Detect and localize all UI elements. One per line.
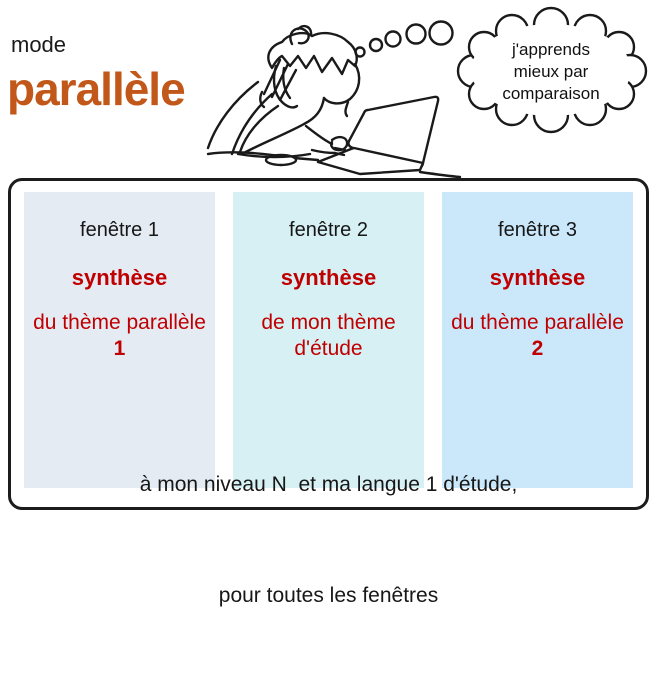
window-1-heading: synthèse [71,265,168,290]
window-3-line1: du thème parallèle [451,311,624,334]
thought-text-line-3: comparaison [502,84,600,103]
window-1-line2: 1 [113,337,126,360]
window-2-heading: synthèse [280,265,377,290]
laptop-icon [318,97,438,174]
window-2-line2: d'étude [294,337,363,360]
thought-dots [356,22,453,57]
window-2-label: fenêtre 2 [289,219,368,241]
window-2-line1: de mon thème [261,311,396,334]
person-arm [208,60,296,154]
window-1-label: fenêtre 1 [80,219,159,241]
board-footer-line-1: à mon niveau N et ma langue 1 d'étude, [139,473,518,496]
window-1-line1: du thème parallèle [33,311,206,334]
person-head [268,26,359,116]
windows-board [8,178,649,607]
thinking-person-illustration [208,2,460,178]
window-3-heading: synthèse [489,265,586,290]
window-3-label: fenêtre 3 [498,219,577,241]
board-footer [11,392,646,688]
mode-label: mode [11,32,67,57]
page-title: parallèle [7,63,185,115]
thought-bubble-cloud [448,3,656,143]
board-footer-line-2: pour toutes les fenêtres [218,584,439,607]
window-3-line2: 2 [531,337,544,360]
thought-text-line-1: j'apprends [512,40,590,59]
thought-text-line-2: mieux par [513,62,589,81]
